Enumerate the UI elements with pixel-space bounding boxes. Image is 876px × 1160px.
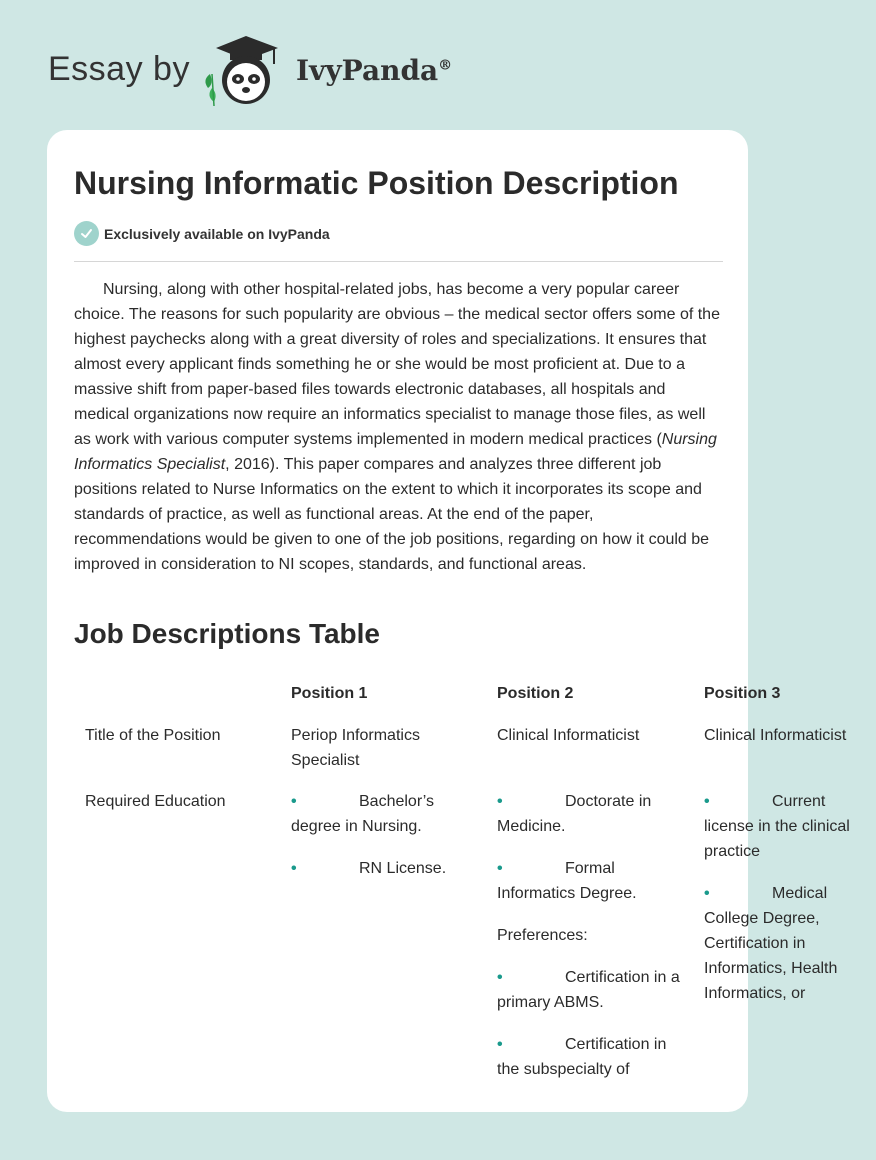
bullet-icon: • bbox=[497, 860, 503, 877]
row-label-title: Title of the Position bbox=[85, 727, 221, 744]
exclusive-badge bbox=[74, 221, 330, 246]
paragraph-text-before: Nursing, along with other hospital-related jobs, has become a very popular career choice. The reasons for such popularity are obvious – the medical sector offers some of the highest paychecks along with a great diversity of roles and specializations. It ensures that almost every applicant finds something he or she would be most proficient at. Due to a massive shift from paper-based files towards electronic databases, all hospitals and medical organizations now require an informatics specialist to manage those files, as well as work with various computer systems implemented in modern medical practices ( bbox=[74, 281, 720, 448]
cell-title-position-2: Clinical Informaticist bbox=[497, 727, 640, 744]
check-icon bbox=[74, 221, 99, 246]
bullet-icon: • bbox=[497, 969, 503, 986]
divider bbox=[74, 261, 723, 262]
citation: Nursing Informatics Specialist bbox=[74, 431, 717, 473]
bullet-icon: • bbox=[291, 860, 297, 877]
bullet-icon: • bbox=[497, 793, 503, 810]
panda-logo-icon[interactable] bbox=[198, 34, 294, 110]
exclusive-label: Exclusively available on IvyPanda bbox=[104, 225, 330, 242]
paragraph-text-after: , 2016). This paper compares and analyzes three different job positions related to Nurse Informatics on the extent to which it incorporates its scope and standards of practice, as well as functional areas. At the end of the paper, recommendations would be given to one of the job positions, regarding on how it could be improved in consideration to NI scopes, standards, and functional areas. bbox=[74, 456, 710, 573]
brand-name[interactable] bbox=[296, 54, 452, 87]
column-header-position-1: Position 1 bbox=[291, 685, 368, 702]
list-item: • Formal Informatics Degree. bbox=[497, 856, 683, 906]
cell-title-position-3: Clinical Informaticist bbox=[704, 727, 847, 744]
brand-text: IvyPanda bbox=[296, 54, 439, 87]
intro-paragraph bbox=[74, 277, 724, 577]
cell-education-position-1 bbox=[291, 789, 463, 881]
site-header bbox=[0, 0, 800, 130]
page-title: Nursing Informatic Position Description bbox=[74, 165, 679, 201]
list-item: • Certification in the subspecialty of bbox=[497, 1032, 683, 1082]
bullet-icon: • bbox=[704, 885, 710, 902]
registered-mark: ® bbox=[438, 57, 453, 74]
list-item: • Doctorate in Medicine. bbox=[497, 789, 683, 839]
cell-education-position-2 bbox=[497, 789, 683, 1082]
list-item: • Medical College Degree, Certification in Informatics, Health Informatics, or bbox=[704, 881, 876, 1006]
column-header-position-3: Position 3 bbox=[704, 685, 781, 702]
cell-education-position-3 bbox=[704, 789, 876, 1006]
list-item: • RN License. bbox=[291, 856, 463, 881]
cell-title-position-1: Periop Informatics Specialist bbox=[291, 727, 420, 769]
list-item: • Current license in the clinical practice bbox=[704, 789, 876, 864]
bullet-icon: • bbox=[291, 793, 297, 810]
preferences-label: Preferences: bbox=[497, 927, 588, 944]
column-header-position-2: Position 2 bbox=[497, 685, 574, 702]
essay-card bbox=[47, 130, 850, 1112]
list-item: • Bachelor’s degree in Nursing. bbox=[291, 789, 463, 839]
row-label-education: Required Education bbox=[85, 793, 226, 810]
list-item: • Certification in a primary ABMS. bbox=[497, 965, 683, 1015]
bullet-icon: • bbox=[497, 1036, 503, 1053]
section-title: Job Descriptions Table bbox=[74, 618, 380, 649]
essay-by-label: Essay by bbox=[48, 50, 190, 88]
bullet-icon: • bbox=[704, 793, 710, 810]
